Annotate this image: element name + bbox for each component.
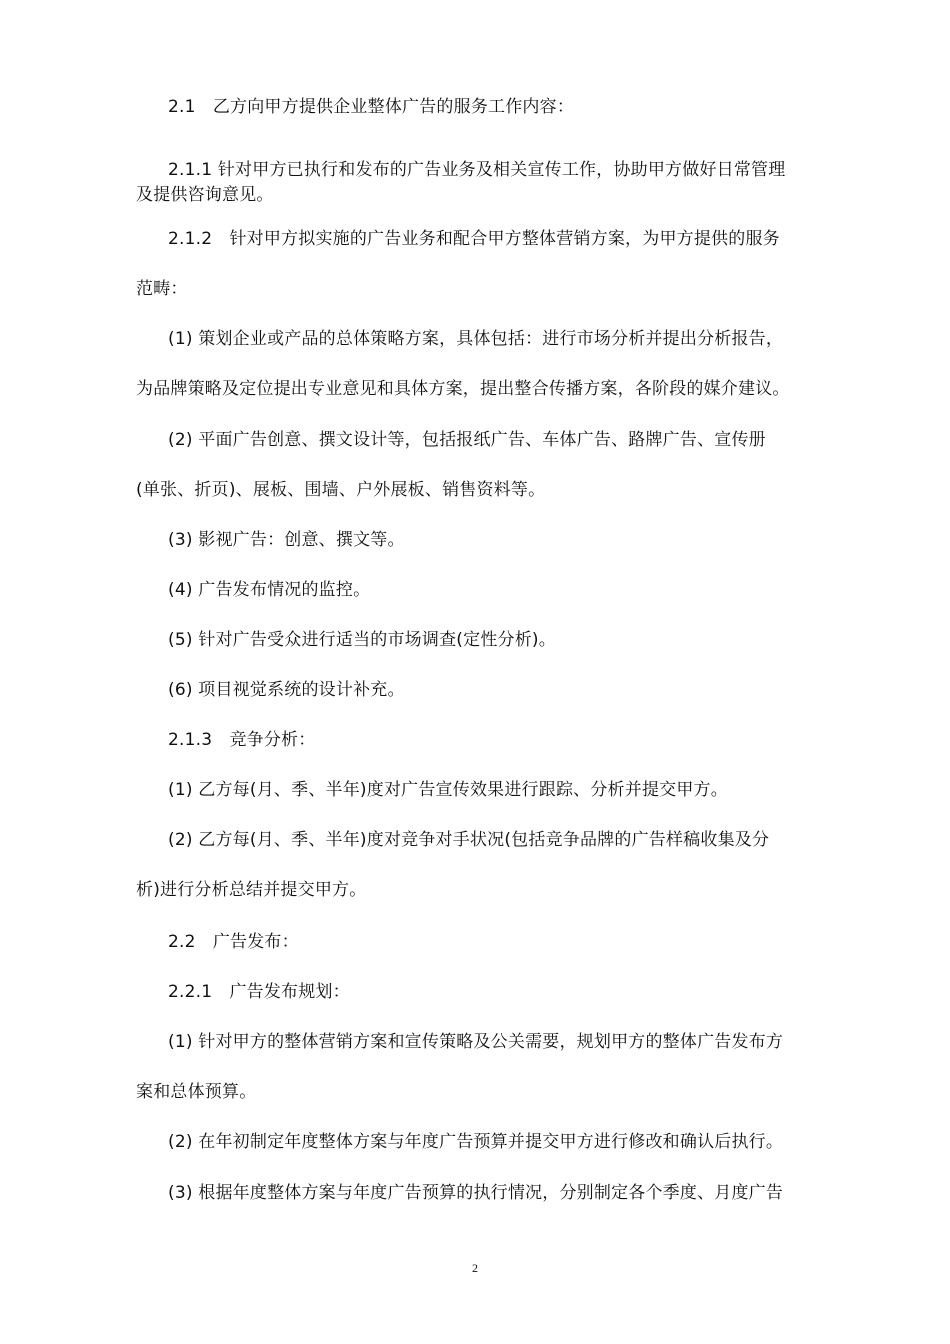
list-item: (2) 在年初制定年度整体方案与年度广告预算并提交甲方进行修改和确认后执行。 bbox=[168, 1132, 784, 1152]
list-item: (2) 乙方每(月、季、半年)度对竞争对手状况(包括竞争品牌的广告样稿收集及分 bbox=[168, 830, 770, 850]
paragraph-line: 范畴： bbox=[136, 279, 188, 299]
paragraph-line: 析)进行分析总结并提交甲方。 bbox=[136, 880, 367, 900]
list-item: (1) 乙方每(月、季、半年)度对广告宣传效果进行跟踪、分析并提交甲方。 bbox=[168, 780, 728, 800]
paragraph-line: 2.1.1 针对甲方已执行和发布的广告业务及相关宣传工作，协助甲方做好日常管理 bbox=[168, 160, 786, 180]
section-heading: 2.2.1 广告发布规划： bbox=[168, 982, 350, 1002]
section-heading: 2.1.3 竞争分析： bbox=[168, 730, 316, 750]
list-item: (1) 策划企业或产品的总体策略方案，具体包括：进行市场分析并提出分析报告， bbox=[168, 329, 784, 349]
section-heading: 2.2 广告发布： bbox=[168, 932, 299, 952]
list-item: (2) 平面广告创意、撰文设计等，包括报纸广告、车体广告、路牌广告、宣传册 bbox=[168, 430, 766, 450]
paragraph-line: 2.1.2 针对甲方拟实施的广告业务和配合甲方整体营销方案，为甲方提供的服务 bbox=[168, 229, 780, 249]
list-item: (5) 针对广告受众进行适当的市场调查(定性分析)。 bbox=[168, 630, 556, 650]
paragraph-line: 及提供咨询意见。 bbox=[136, 185, 274, 205]
paragraph-line: 为品牌策略及定位提出专业意见和具体方案，提出整合传播方案，各阶段的媒介建议。 bbox=[136, 379, 790, 399]
list-item: (3) 根据年度整体方案与年度广告预算的执行情况，分别制定各个季度、月度广告 bbox=[168, 1183, 784, 1203]
list-item: (3) 影视广告：创意、撰文等。 bbox=[168, 530, 405, 550]
list-item: (4) 广告发布情况的监控。 bbox=[168, 580, 371, 600]
list-item: (1) 针对甲方的整体营销方案和宣传策略及公关需要，规划甲方的整体广告发布方 bbox=[168, 1032, 784, 1052]
paragraph-line: 案和总体预算。 bbox=[136, 1082, 257, 1102]
list-item: (6) 项目视觉系统的设计补充。 bbox=[168, 680, 405, 700]
page-number: 2 bbox=[472, 1261, 478, 1275]
section-heading: 2.1 乙方向甲方提供企业整体广告的服务工作内容： bbox=[168, 97, 575, 117]
paragraph-line: (单张、折页)、展板、围墙、户外展板、销售资料等。 bbox=[136, 480, 546, 500]
